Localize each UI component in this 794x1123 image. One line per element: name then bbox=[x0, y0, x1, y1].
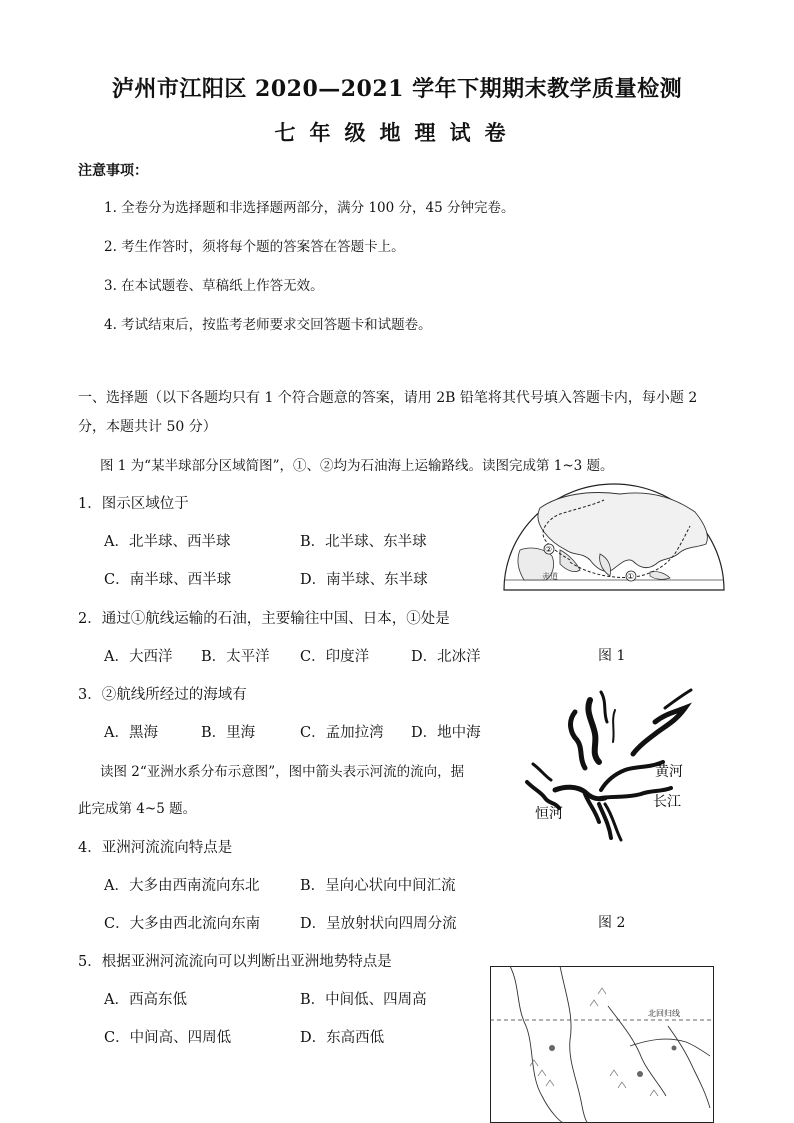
question-2-option-a: A．大西洋 bbox=[104, 649, 173, 665]
question-3-option-a: A．黑海 bbox=[104, 725, 158, 741]
question-4-stem: 4．亚洲河流流向特点是 bbox=[78, 840, 233, 856]
question-3-stem: 3．②航线所经过的海域有 bbox=[78, 687, 247, 703]
question-3-option-b: B．里海 bbox=[201, 725, 256, 741]
question-5-option-c: C．中间高、四周低 bbox=[104, 1030, 232, 1046]
question-4-option-a: A．大多由西南流向东北 bbox=[104, 878, 260, 894]
question-5-stem: 5．根据亚洲河流流向可以判断出亚洲地势特点是 bbox=[78, 954, 392, 970]
route-1-label: ① bbox=[627, 572, 635, 581]
figure-1-hemisphere-map bbox=[500, 480, 728, 592]
huanghe-label: 黄河 bbox=[655, 765, 683, 780]
notice-heading: 注意事项： bbox=[78, 163, 148, 179]
exam-title: 泸州市江阳区 2020—2021 学年下期期末教学质量检测 bbox=[111, 76, 683, 102]
henghe-label: 恒河 bbox=[535, 807, 563, 822]
notice-item: 4. 考试结束后，按监考老师要求交回答题卡和试题卷。 bbox=[104, 317, 432, 333]
question-3-option-c: C．孟加拉湾 bbox=[300, 725, 384, 741]
question-4-option-d: D．呈放射状向四周分流 bbox=[300, 916, 457, 932]
question-4-option-c: C．大多由西北流向东南 bbox=[104, 916, 261, 932]
question-1-option-d: D．南半球、东半球 bbox=[300, 572, 428, 588]
exam-subtitle: 七年级地理试卷 bbox=[274, 120, 520, 145]
notice-item: 3. 在本试题卷、草稿纸上作答无效。 bbox=[104, 278, 324, 294]
question-1-option-a: A．北半球、西半球 bbox=[104, 534, 231, 550]
figure2-intro-cont: 此完成第 4~5 题。 bbox=[78, 801, 197, 817]
notice-item: 1. 全卷分为选择题和非选择题两部分，满分 100 分，45 分钟完卷。 bbox=[104, 200, 515, 216]
question-2-option-b: B．太平洋 bbox=[201, 649, 270, 665]
route-2-label: ② bbox=[545, 545, 553, 554]
question-5-option-a: A．西高东低 bbox=[104, 992, 187, 1008]
section-heading-line2: 分，本题共计 50 分） bbox=[78, 419, 217, 435]
question-1-option-c: C．南半球、西半球 bbox=[104, 572, 232, 588]
question-1-stem: 1．图示区域位于 bbox=[78, 496, 189, 512]
question-5-option-b: B．中间低、四周高 bbox=[300, 992, 427, 1008]
changjiang-label: 长江 bbox=[653, 795, 681, 810]
figure-2-caption: 图 2 bbox=[598, 915, 626, 931]
notice-item: 2. 考生作答时，须将每个题的答案答在答题卡上。 bbox=[104, 239, 405, 255]
figure-3-region-map bbox=[490, 966, 714, 1123]
equator-label: 赤道 bbox=[542, 572, 558, 581]
question-2-stem: 2．通过①航线运输的石油，主要输往中国、日本，①处是 bbox=[78, 611, 450, 627]
question-4-option-b: B．呈向心状向中间汇流 bbox=[300, 878, 456, 894]
question-2-option-d: D．北冰洋 bbox=[411, 649, 481, 665]
figure-2-asia-rivers-map bbox=[515, 682, 715, 852]
question-1-option-b: B．北半球、东半球 bbox=[300, 534, 427, 550]
question-3-option-d: D．地中海 bbox=[411, 725, 481, 741]
question-5-option-d: D．东高西低 bbox=[300, 1030, 385, 1046]
figure1-intro: 图 1 为“某半球部分区域简图”，①、②均为石油海上运输路线。读图完成第 1~3 题。 bbox=[100, 458, 614, 474]
figure-1-caption: 图 1 bbox=[598, 648, 626, 664]
section-heading-line1: 一、选择题（以下各题均只有 1 个符合题意的答案，请用 2B 铅笔将其代号填入答题卡内，每小题 2 bbox=[78, 390, 698, 406]
tropic-label: 北回归线 bbox=[648, 1009, 680, 1018]
figure2-intro: 读图 2“亚洲水系分布示意图”，图中箭头表示河流的流向，据 bbox=[100, 764, 465, 780]
question-2-option-c: C．印度洋 bbox=[300, 649, 370, 665]
